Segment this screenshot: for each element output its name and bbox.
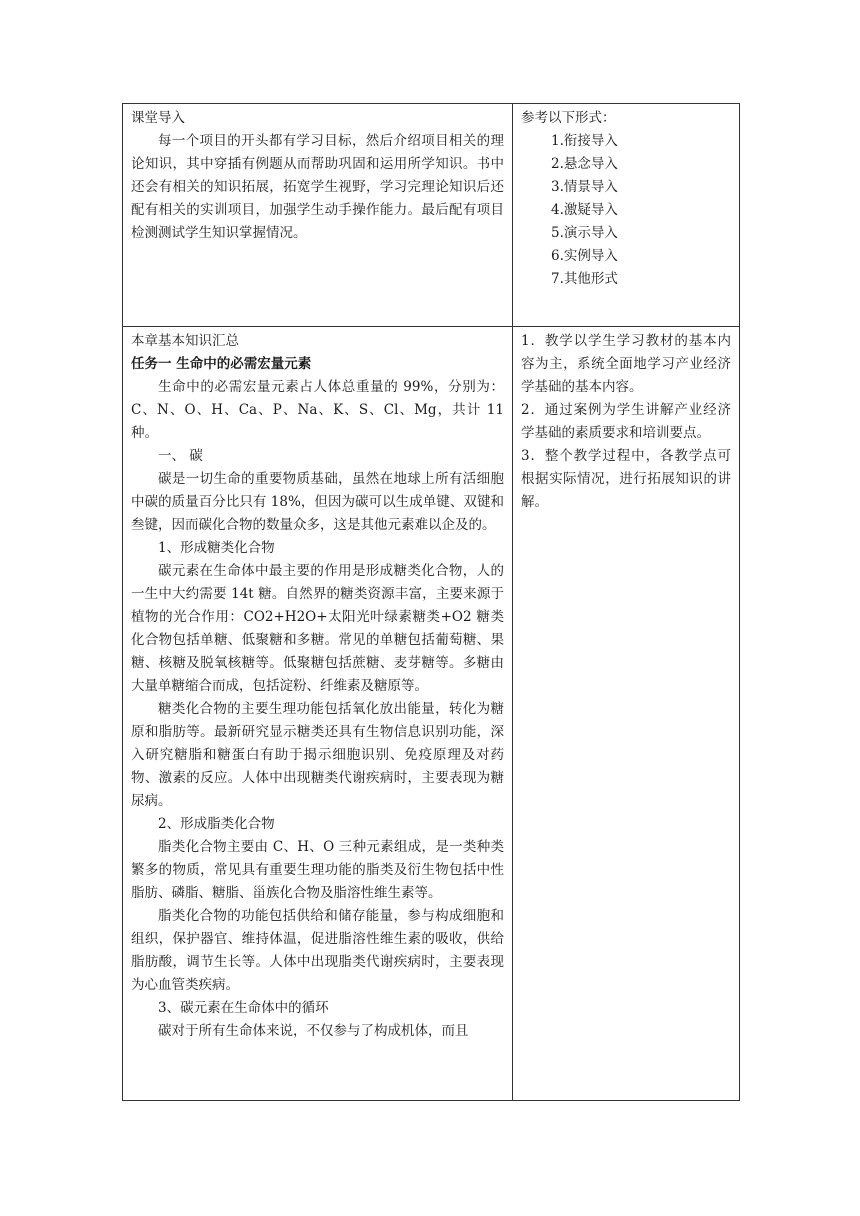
intro-main-cell	[123, 104, 513, 327]
intro-side-item: 3.情景导入	[551, 179, 618, 195]
intro-side-cell	[513, 104, 740, 327]
summary-paragraph: 糖类化合物的主要生理功能包括氧化放出能量，转化为糖原和脂肪等。最新研究显示糖类还具有生物信息识别功能，深入研究糖脂和糖蛋白有助于揭示细胞识别、免疫原理及对药物、激素的反应。人体中出现糖类代谢疾病时，主要表现为糖尿病。	[131, 701, 504, 809]
summary-paragraph: 碳元素在生命体中最主要的作用是形成糖类化合物，人的一生中大约需要 14t 糖。自然界的糖类资源丰富，主要来源于植物的光合作用：CO2+H2O+太阳光叶绿素糖类+O2 糖类化合物包括单糖、低聚糖和多糖。常见的单糖包括葡萄糖、果糖、核糖及脱氧核糖等。低聚糖包括蔗糖、麦芽糖等。多糖由大量单糖缩合而成，包括淀粉、纤维素及糖原等。	[131, 563, 504, 694]
intro-side-item: 5.演示导入	[551, 225, 618, 241]
section-heading: 一、 碳	[158, 448, 203, 464]
summary-main-cell	[123, 327, 513, 1101]
intro-side-heading: 参考以下形式：	[521, 110, 616, 126]
intro-side-item: 1.衔接导入	[551, 133, 618, 149]
summary-paragraph: 生命中的必需宏量元素占人体总重量的 99%，分别为：C、N、O、H、Ca、P、Na、K、S、Cl、Mg，共计 11 种。	[131, 379, 504, 441]
lesson-plan-table	[122, 103, 740, 1101]
summary-paragraph: 脂类化合物的功能包括供给和储存能量，参与构成细胞和组织，保护器官、维持体温，促进脂溶性维生素的吸收，供给脂肪酸，调节生长等。人体中出现脂类代谢疾病时，主要表现为心血管类疾病。	[131, 908, 504, 993]
subsection-heading: 3、碳元素在生命体中的循环	[158, 1000, 329, 1016]
intro-side-item: 4.激疑导入	[551, 202, 618, 218]
intro-paragraph: 每一个项目的开头都有学习目标，然后介绍项目相关的理论知识，其中穿插有例题从而帮助巩固和运用所学知识。书中还会有相关的知识拓展，拓宽学生视野，学习完理论知识后还配有相关的实训项目，加强学生动手操作能力。最后配有项目检测测试学生知识掌握情况。	[131, 133, 504, 241]
teaching-note: 1．教学以学生学习教材的基本内容为主，系统全面地学习产业经济学基础的基本内容。	[521, 333, 731, 395]
summary-row	[123, 327, 740, 1101]
subsection-heading: 1、形成糖类化合物	[158, 540, 275, 556]
task-title: 任务一 生命中的必需宏量元素	[131, 356, 312, 372]
subsection-heading: 2、形成脂类化合物	[158, 816, 275, 832]
summary-paragraph: 碳是一切生命的重要物质基础，虽然在地球上所有活细胞中碳的质量百分比只有 18%，但因为碳可以生成单键、双键和叁键，因而碳化合物的数量众多，这是其他元素难以企及的。	[131, 471, 504, 533]
summary-side-cell	[513, 327, 740, 1101]
intro-side-item: 7.其他形式	[551, 271, 618, 287]
teaching-note: 2．通过案例为学生讲解产业经济学基础的素质要求和培训要点。	[521, 402, 731, 441]
intro-side-item: 2.悬念导入	[551, 156, 618, 172]
intro-heading: 课堂导入	[131, 110, 185, 126]
teaching-note: 3．整个教学过程中，各教学点可根据实际情况，进行拓展知识的讲解。	[521, 448, 731, 510]
intro-row	[123, 104, 740, 327]
summary-paragraph: 脂类化合物主要由 C、H、O 三种元素组成，是一类种类繁多的物质，常见具有重要生理功能的脂类及衍生物包括中性脂肪、磷脂、糖脂、甾族化合物及脂溶性维生素等。	[131, 839, 504, 901]
summary-paragraph: 碳对于所有生命体来说，不仅参与了构成机体，而且	[158, 1023, 469, 1039]
summary-heading: 本章基本知识汇总	[131, 333, 239, 349]
intro-side-item: 6.实例导入	[551, 248, 618, 264]
